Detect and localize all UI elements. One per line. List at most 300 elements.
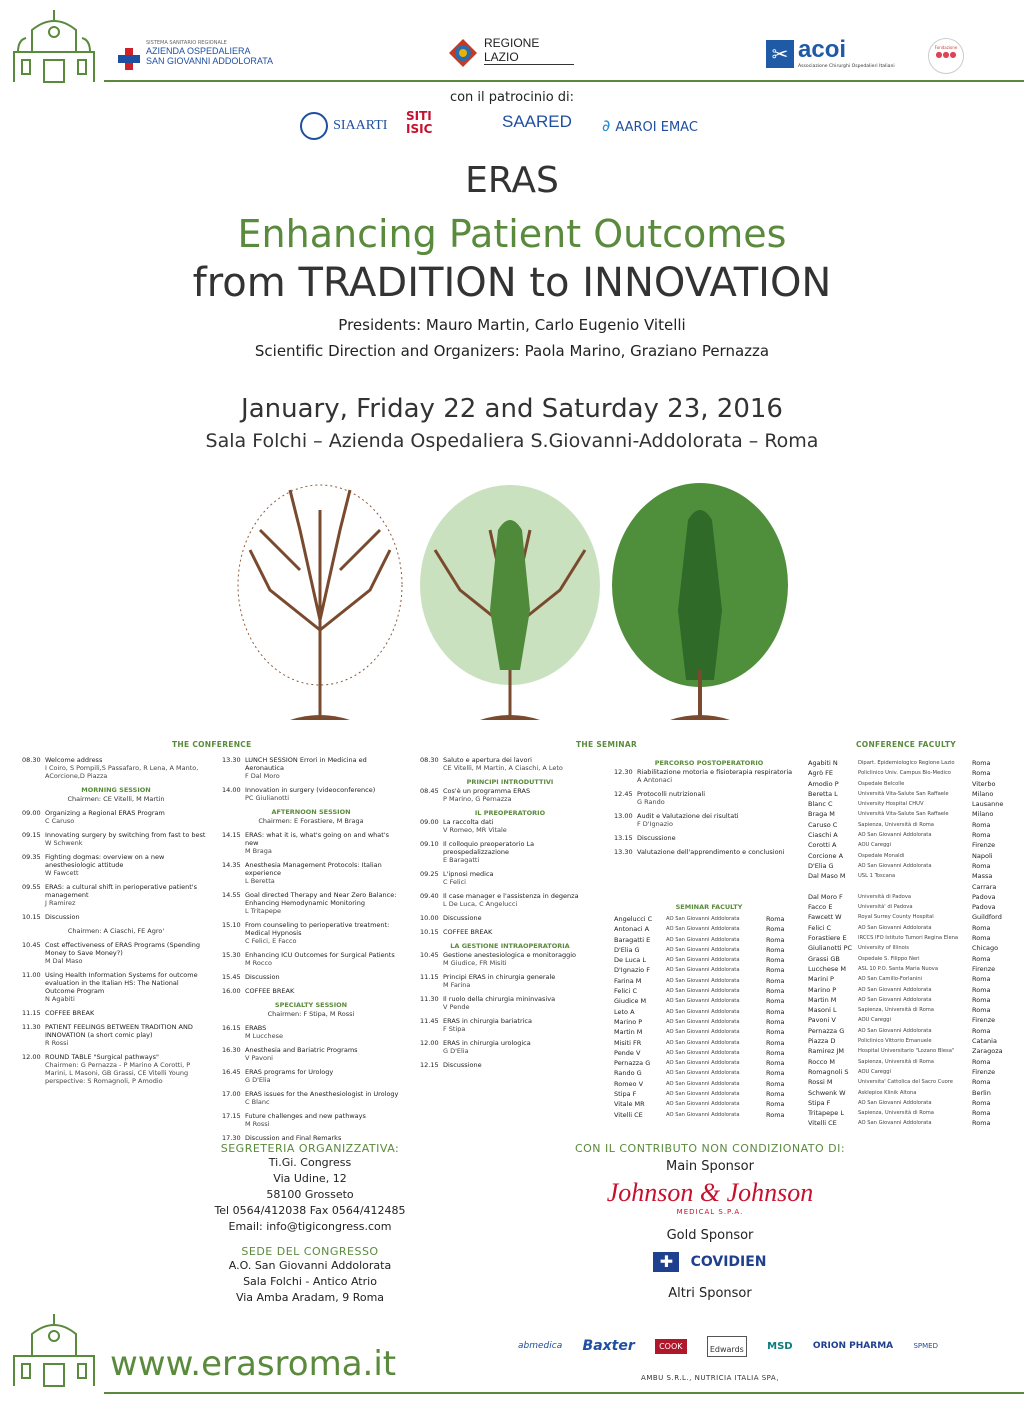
aaroi-logo	[602, 116, 698, 135]
fondazione-dots-icon: ●●●	[935, 50, 957, 59]
faculty-city: Roma	[766, 976, 785, 985]
program-item	[22, 913, 210, 921]
main-sponsor-sub: MEDICAL S.P.A.	[676, 1208, 744, 1216]
program-time: 08.30	[420, 756, 439, 764]
faculty-row	[614, 924, 804, 934]
program-item	[22, 809, 210, 825]
azienda-line1: AZIENDA OSPEDALIERA	[146, 46, 251, 56]
faculty-institution: Policlinico Vittorio Emanuele	[858, 1038, 932, 1045]
isic-text: ISIC	[406, 122, 433, 136]
program-item	[222, 861, 400, 885]
program-item	[420, 756, 600, 772]
program-body	[45, 853, 210, 877]
faculty-city: Roma	[766, 935, 785, 944]
sede-title: SEDE DEL CONGRESSO	[241, 1245, 379, 1258]
faculty-city: Roma	[766, 1017, 785, 1026]
program-title: Il ruolo della chirurgia mininvasiva	[443, 995, 556, 1003]
program-time: 15.30	[222, 951, 241, 959]
faculty-row	[614, 1017, 804, 1027]
program-title: Using Health Information Systems for outcome evaluation in the Italian HS: The National Outcome Program	[45, 971, 198, 995]
faculty-name: Pavoni V	[808, 1016, 836, 1025]
faculty-row	[808, 892, 1018, 902]
faculty-institution: Universita' Cattolica del Sacro Cuore	[858, 1079, 953, 1086]
faculty-name: Pernazza G	[808, 1026, 845, 1035]
sede-line: Via Amba Aradam, 9 Roma	[235, 1291, 385, 1304]
program-time: 10.45	[420, 951, 439, 959]
faculty-institution: Hospital Universitario "Lozano Blesa"	[858, 1048, 955, 1055]
faculty-institution: Università di Padova	[858, 893, 912, 900]
faculty-name: Giudice M	[614, 997, 647, 1006]
faculty-name: Farina M	[614, 976, 642, 985]
program-body	[245, 987, 400, 995]
faculty-city: Roma	[766, 1059, 785, 1068]
program-title: COFFEE BREAK	[45, 1009, 95, 1017]
program-item	[420, 928, 600, 936]
faculty-name: Braga M	[808, 810, 835, 819]
program-speaker: E Baragatti	[443, 856, 480, 864]
sponsor-abmedica: abmedica	[518, 1341, 563, 1351]
program-title: Fighting dogmas: overview on a new anesthesiologic attitude	[45, 853, 165, 869]
program-item	[420, 973, 600, 989]
program-title: Goal directed Therapy and Near Zero Balance: Enhancing Hemodynamic Monitoring	[245, 891, 397, 907]
faculty-city: Milano	[972, 789, 994, 798]
program-speaker: W Fawcett	[45, 869, 79, 877]
faculty-row	[614, 1027, 804, 1037]
program-body	[45, 1009, 210, 1017]
program-item	[420, 870, 600, 886]
program-body	[245, 1024, 400, 1040]
faculty-name: Fawcett W	[808, 913, 842, 922]
faculty-row	[614, 955, 804, 965]
faculty-name: Lucchese M	[808, 964, 846, 973]
program-body	[245, 951, 400, 967]
program-title: COFFEE BREAK	[245, 987, 295, 995]
faculty-institution: Sapienza, Università di Roma	[858, 1110, 934, 1117]
program-time: 17.30	[222, 1134, 241, 1142]
scientific-direction-line: Scientific Direction and Organizers: Paola Marino, Graziano Pernazza	[254, 342, 770, 360]
program-speaker: R Rossi	[45, 1039, 69, 1047]
main-sponsor-logo: Johnson & Johnson	[606, 1178, 814, 1207]
program-body	[443, 973, 600, 989]
program-item	[222, 987, 400, 995]
fondazione-logo	[928, 38, 964, 74]
faculty-row	[614, 1058, 804, 1068]
program-title: Discussione	[443, 914, 482, 922]
faculty-city: Milano	[972, 810, 994, 819]
eras-title: ERAS	[465, 160, 559, 201]
program-time: 17.00	[222, 1090, 241, 1098]
program-title: PATIENT FEELINGS BETWEEN TRADITION AND INNOVATION (a short comic play)	[45, 1023, 193, 1039]
program-item	[22, 756, 210, 780]
program-item	[222, 951, 400, 967]
faculty-row	[808, 851, 1018, 861]
program-time: 13.30	[222, 756, 241, 764]
faculty-city: Roma	[972, 1109, 991, 1118]
sede-line: Sala Folchi - Antico Atrio	[243, 1275, 377, 1288]
session-title: PRINCIPI INTRODUTTIVI	[466, 778, 554, 786]
program-body	[245, 921, 400, 945]
faculty-city: Roma	[972, 1119, 991, 1128]
program-title: Discussion	[45, 913, 80, 921]
segreteria-line: Tel 0564/412038 Fax 0564/412485	[214, 1204, 406, 1217]
program-item	[420, 1061, 600, 1069]
faculty-city: Padova	[972, 903, 996, 912]
faculty-name: Rando G	[614, 1069, 642, 1078]
faculty-name: Amodio P	[808, 779, 839, 788]
regione-emblem-icon	[448, 38, 478, 68]
program-item	[222, 973, 400, 981]
program-time: 14.15	[222, 831, 241, 839]
faculty-institution: Università Vita-Salute San Raffaele	[858, 790, 949, 797]
program-title: ERABS	[245, 1024, 267, 1032]
faculty-city: Napoli	[972, 851, 993, 860]
session-title: PERCORSO POSTOPERATORIO	[654, 759, 764, 767]
program-time: 14.00	[222, 786, 241, 794]
faculty-institution: AO San Giovanni Addolorata	[858, 832, 932, 839]
siti-text: SITI	[406, 109, 432, 123]
program-item	[420, 840, 600, 864]
sponsors-footer-note: AMBU S.R.L., NUTRICIA ITALIA SPA,	[641, 1374, 779, 1382]
faculty-row	[614, 996, 804, 1006]
faculty-row	[808, 830, 1018, 840]
program-item	[22, 853, 210, 877]
patrocinio-label: con il patrocinio di:	[449, 90, 575, 105]
faculty-city: Roma	[766, 997, 785, 1006]
faculty-row	[808, 871, 1018, 892]
program-speaker: A Antonaci	[637, 776, 673, 784]
faculty-city: Roma	[766, 1110, 785, 1119]
program-title: Welcome address	[45, 756, 103, 764]
faculty-institution: Sapienza, Università di Roma	[858, 1007, 934, 1014]
program-item	[614, 812, 804, 828]
program-time: 09.15	[22, 831, 41, 839]
sponsor-edwards: Edwards	[707, 1336, 747, 1357]
other-sponsors-label: Altri Sponsor	[668, 1285, 752, 1301]
faculty-row	[808, 768, 1018, 778]
patrocinio-logos	[300, 110, 740, 146]
program-time: 08.45	[420, 787, 439, 795]
program-speaker: M Lucchese	[245, 1032, 283, 1040]
faculty-institution: Ospedale S. Filippo Neri	[858, 955, 920, 962]
program-title: Il case manager e l'assistenza in degenza	[443, 892, 579, 900]
faculty-city: Roma	[972, 820, 991, 829]
program-title: Gestione anestesiologica e monitoraggio	[443, 951, 576, 959]
faculty-row	[614, 1079, 804, 1089]
program-body	[443, 840, 600, 864]
program-body	[45, 1053, 210, 1085]
faculty-row	[808, 1015, 1018, 1025]
faculty-institution: AO San Camillo-Forlanini	[858, 976, 923, 983]
faculty-institution: AOU Careggi	[858, 842, 892, 849]
faculty-name: Vitelli CE	[614, 1110, 643, 1119]
program-time: 11.30	[420, 995, 439, 1003]
program-time: 16.45	[222, 1068, 241, 1076]
program-title: Principi ERAS in chirurgia generale	[443, 973, 556, 981]
saared-text: SAARED	[502, 112, 572, 131]
faculty-city: Roma	[972, 1098, 991, 1107]
faculty-row	[808, 1005, 1018, 1015]
asl-small-text: SISTEMA SANITARIO REGIONALE	[146, 40, 227, 46]
program-time: 12.00	[420, 1039, 439, 1047]
program-time: 12.45	[614, 790, 633, 798]
faculty-row	[808, 809, 1018, 819]
program-body	[245, 973, 400, 981]
program-time: 12.15	[420, 1061, 439, 1069]
program-time: 12.00	[22, 1053, 41, 1061]
faculty-institution: AO San Giovanni Addolorata	[666, 1080, 740, 1087]
faculty-name: Marino P	[808, 985, 837, 994]
faculty-name: De Luca L	[614, 956, 646, 965]
faculty-institution: AO San Giovanni Addolorata	[666, 936, 740, 943]
conference-col1	[22, 756, 210, 1091]
faculty-city: Roma	[766, 956, 785, 965]
program-speaker: L Beretta	[245, 877, 275, 885]
faculty-name: Pernazza G	[614, 1059, 651, 1068]
program-time: 10.00	[420, 914, 439, 922]
faculty-institution: Policlinico Univ. Campus Bio-Medico	[858, 770, 951, 777]
program-body	[45, 941, 210, 965]
faculty-city: Roma	[766, 987, 785, 996]
faculty-row	[808, 799, 1018, 809]
program-title: Discussion and Final Remarks	[245, 1134, 342, 1142]
program-speaker: V Pende	[443, 1003, 470, 1011]
faculty-name: Corotti A	[808, 841, 837, 850]
program-speaker: N Agabiti	[45, 995, 75, 1003]
program-item	[222, 1068, 400, 1084]
faculty-institution: AO San Giovanni Addolorata	[666, 946, 740, 953]
program-time: 16.00	[222, 987, 241, 995]
aaroi-emblem-icon: ∂	[602, 116, 611, 135]
faculty-row	[808, 1026, 1018, 1036]
program-body	[245, 1090, 400, 1106]
program-time: 11.15	[420, 973, 439, 981]
program-item	[614, 848, 804, 856]
faculty-name: Caruso C	[808, 820, 838, 829]
faculty-name: Martin M	[808, 995, 837, 1004]
faculty-row	[808, 1108, 1018, 1118]
program-body	[443, 914, 600, 922]
faculty-name: Tritapepe L	[808, 1109, 844, 1118]
faculty-city: Roma	[972, 975, 991, 984]
program-item	[222, 1090, 400, 1106]
program-time: 11.30	[22, 1023, 41, 1031]
faculty-city: Padova	[972, 892, 996, 901]
faculty-city: Roma	[972, 985, 991, 994]
faculty-city: Roma	[766, 966, 785, 975]
faculty-name: Felici C	[614, 987, 637, 996]
program-speaker: J Ramirez	[45, 899, 76, 907]
faculty-institution: Università' di Padova	[858, 904, 913, 911]
session-title: MORNING SESSION	[81, 786, 151, 794]
faculty-name: Corcione A	[808, 851, 844, 860]
program-item	[222, 891, 400, 915]
program-title: ERAS in chirurgia urologica	[443, 1039, 531, 1047]
program-item	[420, 951, 600, 967]
faculty-name: Dal Maso M	[808, 872, 846, 881]
azienda-line2: SAN GIOVANNI ADDOLORATA	[146, 56, 274, 66]
segreteria-line: Via Udine, 12	[273, 1172, 347, 1185]
faculty-name: Romagnoli S	[808, 1067, 849, 1076]
faculty-institution: University Hospital CHUV	[858, 801, 924, 808]
faculty-city: Chicago	[972, 944, 999, 953]
program-body	[443, 818, 600, 834]
acoi-emblem-icon: ✂	[766, 40, 794, 68]
gold-sponsor-label: Gold Sponsor	[666, 1228, 754, 1243]
faculty-row	[808, 1057, 1018, 1067]
faculty-city: Roma	[766, 1028, 785, 1037]
conference-faculty-list	[808, 758, 1018, 1129]
faculty-name: Masoni L	[808, 1006, 837, 1015]
session-chairmen: Chairmen: E Forastiere, M Braga	[258, 817, 364, 825]
faculty-city: Massa Carrara	[972, 872, 997, 891]
faculty-institution: Asklepios Klinik Altona	[858, 1089, 917, 1096]
faculty-name: Vitelli CE	[808, 1119, 837, 1128]
other-sponsors-row	[518, 1330, 938, 1362]
faculty-row	[808, 923, 1018, 933]
program-time: 09.40	[420, 892, 439, 900]
program-title: Enhancing ICU Outcomes for Surgical Patients	[245, 951, 395, 959]
faculty-city: Roma	[972, 995, 991, 1004]
program-item	[22, 941, 210, 965]
faculty-institution: AO San Giovanni Addolorata	[666, 967, 740, 974]
faculty-city: Roma	[766, 1038, 785, 1047]
faculty-name: Agabiti N	[808, 759, 838, 767]
program-item	[222, 1134, 400, 1142]
faculty-name: Martin M	[614, 1028, 643, 1037]
program-title: ERAS in chirurgia bariatrica	[443, 1017, 532, 1025]
faculty-name: Giulianotti PC	[808, 944, 853, 953]
session-title: IL PREOPERATORIO	[474, 809, 546, 817]
aaroi-text: AAROI EMAC	[615, 120, 698, 135]
faculty-name: D'Elia G	[808, 861, 834, 870]
faculty-city: Zaragoza	[972, 1047, 1003, 1056]
session-title: SPECIALTY SESSION	[274, 1001, 348, 1009]
faculty-name: Ramirez JM	[808, 1047, 845, 1056]
program-body	[443, 1061, 600, 1069]
program-speaker: W Schwenk	[45, 839, 83, 847]
covidien-text: COVIDIEN	[690, 1253, 767, 1270]
faculty-row	[808, 758, 1018, 768]
program-time: 08.30	[22, 756, 41, 764]
faculty-name: Blanc C	[808, 800, 833, 809]
faculty-city: Firenze	[972, 964, 996, 973]
program-time: 09.00	[22, 809, 41, 817]
faculty-name: Forastiere E	[808, 934, 847, 943]
program-speaker: V Pavoni	[245, 1054, 273, 1062]
program-item	[222, 1024, 400, 1040]
program-speaker: C Caruso	[45, 817, 75, 825]
faculty-name: Romeo V	[614, 1079, 644, 1088]
session-chairmen: Chairmen: F Stipa, M Rossi	[267, 1010, 355, 1018]
program-body	[637, 848, 804, 856]
program-speaker: Chairmen: G Pernazza - P Marino A Corotti, P Marini, L Masoni, GB Grassi, CE Vitelli Young perspective: S Romagnoli, P Amodio	[45, 1061, 191, 1085]
faculty-row	[614, 945, 804, 955]
program-body	[443, 787, 600, 803]
program-time: 11.45	[420, 1017, 439, 1025]
program-title: Discussione	[637, 834, 676, 842]
faculty-row	[808, 1077, 1018, 1087]
faculty-name: Pende V	[614, 1048, 641, 1057]
program-title: Cost effectiveness of ERAS Programs (Spending Money to Save Money?)	[45, 941, 201, 957]
program-speaker: M Farina	[443, 981, 471, 989]
faculty-row	[808, 820, 1018, 830]
website-link[interactable]: www.erasroma.it	[110, 1344, 397, 1384]
faculty-name: Leto A	[614, 1007, 635, 1016]
faculty-row	[808, 964, 1018, 974]
faculty-row	[808, 1088, 1018, 1098]
session-title: AFTERNOON SESSION	[271, 808, 351, 816]
program-item	[22, 1023, 210, 1047]
faculty-institution: AO San Giovanni Addolorata	[666, 957, 740, 964]
program-body	[45, 971, 210, 1003]
sponsor-block	[500, 1142, 920, 1301]
faculty-name: Schwenk W	[808, 1088, 846, 1097]
faculty-institution: Ospedale Monaldi	[858, 852, 905, 859]
tree-partial-icon	[420, 485, 600, 720]
program-speaker: G D'Elia	[443, 1047, 469, 1055]
tree-illustration	[230, 470, 790, 730]
gold-sponsor-logo	[500, 1251, 920, 1272]
program-body	[443, 951, 600, 967]
program-title: Anesthesia and Bariatric Programs	[245, 1046, 358, 1054]
faculty-name: D'Elia G	[614, 945, 640, 954]
segreteria-title: SEGRETERIA ORGANIZZATIVA:	[220, 1142, 400, 1155]
faculty-row	[808, 1098, 1018, 1108]
faculty-institution: AOU Careggi	[858, 1068, 892, 1075]
faculty-row	[808, 995, 1018, 1005]
program-body	[45, 809, 210, 825]
faculty-institution: Royal Surrey County Hospital	[858, 914, 934, 921]
faculty-row	[808, 954, 1018, 964]
conference-col2	[222, 756, 400, 1148]
sponsor-orion: ORION PHARMA	[812, 1341, 894, 1351]
seminar-faculty-list	[614, 914, 804, 1120]
program-item	[420, 818, 600, 834]
program-body	[637, 768, 804, 784]
faculty-row	[614, 1110, 804, 1120]
faculty-name: Beretta L	[808, 789, 838, 798]
program-speaker: P Marino, G Pernazza	[443, 795, 512, 803]
faculty-name: Grassi GB	[808, 954, 840, 963]
faculty-name: Antonaci A	[614, 925, 650, 934]
program-body	[245, 786, 400, 802]
faculty-city: Roma	[766, 1090, 785, 1099]
faculty-institution: AO San Giovanni Addolorata	[858, 1027, 932, 1034]
program-title: Audit e Valutazione dei risultati	[637, 812, 739, 820]
sponsor-spmed: SPMED	[913, 1342, 938, 1350]
faculty-institution: Sapienza, Università di Roma	[858, 821, 934, 828]
presidents-line: Presidents: Mauro Martin, Carlo Eugenio Vitelli	[338, 316, 686, 334]
faculty-institution: AO San Giovanni Addolorata	[666, 926, 740, 933]
faculty-institution: AO San Giovanni Addolorata	[666, 1029, 740, 1036]
program-item	[420, 1017, 600, 1033]
faculty-institution: Sapienza, Università di Roma	[858, 1058, 934, 1065]
seminar-col1	[420, 756, 600, 1075]
program-title: ERAS: a cultural shift in perioperative patient's management	[45, 883, 197, 899]
faculty-name: Rossi M	[808, 1078, 833, 1087]
faculty-city: Roma	[972, 1078, 991, 1087]
tree-bare-icon	[238, 485, 402, 720]
program-title: Cos'è un programma ERAS	[443, 787, 531, 795]
program-time: 09.25	[420, 870, 439, 878]
program-item	[22, 971, 210, 1003]
program-speaker: V Romeo, MR Vitale	[443, 826, 507, 834]
faculty-row	[614, 965, 804, 975]
siaarti-logo	[300, 112, 387, 140]
faculty-institution: Ospedale Belcolle	[858, 780, 905, 787]
faculty-city: Roma	[766, 925, 785, 934]
faculty-institution: AOU Careggi	[858, 1017, 892, 1024]
